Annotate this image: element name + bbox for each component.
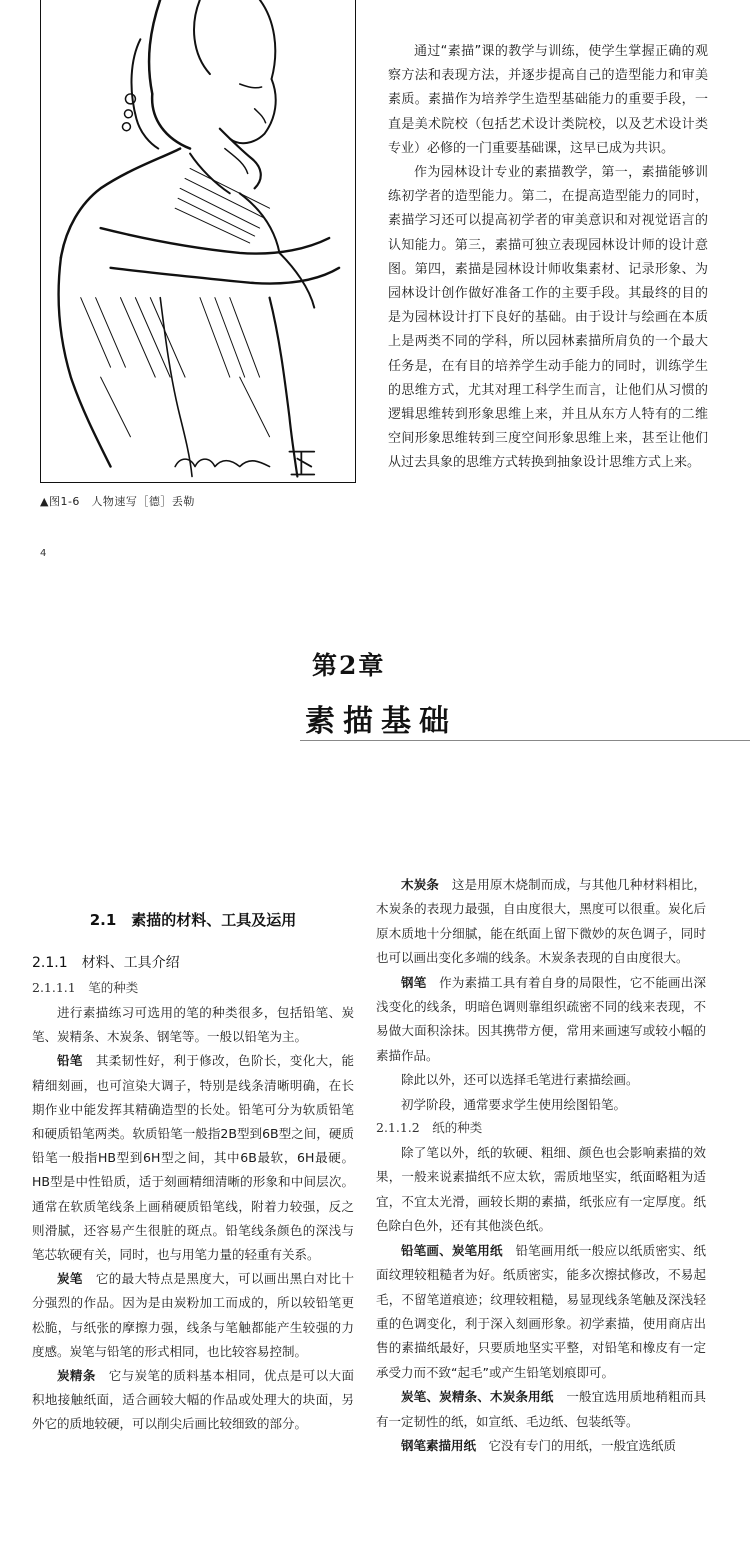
brush-paragraph: 除此以外，还可以选择毛笔进行素描绘画。	[401, 1072, 639, 1088]
subsection-heading: 2.1.1 材料、工具介绍	[32, 955, 180, 971]
figure-caption: ▲图1-6 人物速写［德］丢勒	[40, 495, 195, 508]
pen-paragraph	[376, 971, 706, 1069]
pencil-paper-paragraph	[376, 1239, 706, 1385]
pencil-text: 其柔韧性好，利于修改，色阶长，变化大，能精细刻画，也可渲染大调子，特别是线条清晰明确，在长期作业中能发挥其精确造型的长处。铅笔可分为软质铅笔和硬质铅笔两类。软质铅笔一般指2B型到6B型之间，硬质铅笔一般指HB型到6H型之间，其中6B最软，6H最硬。HB型是中性铅质，适于刻画精细清晰的形象和中间层次。通常在软质笔线条上画稍硬质铅笔线，附着力较强，反之则滑腻，还容易产生很脏的斑点。铅笔线条颜色的深浅与笔芯软硬有关，同时，也与用笔力量的轻重有关系。	[32, 1053, 354, 1263]
conte-text: 它与炭笔的质料基本相同，优点是可以大面积地接触纸面，适合画较大幅的作品或处理大的块面，另外它的质地较硬，可以削尖后画比较细致的部分。	[32, 1368, 354, 1432]
pen-paper-term: 钢笔素描用纸	[401, 1437, 477, 1453]
portrait-sketch-illustration	[41, 0, 355, 482]
willow-paragraph	[376, 873, 706, 971]
figure-portrait-sketch	[40, 0, 356, 483]
section-heading: 2.1 素描的材料、工具及运用	[89, 911, 297, 929]
charcoal-term: 炭笔	[57, 1271, 83, 1287]
intro-paragraph: 通过“素描”课的教学与训练，使学生掌握正确的观察方法和表现方法，并逐步提高自己的造型能力和审美素质。素描作为培养学生造型基础能力的重要手段，一直是美术院校（包括艺术设计类院校，以及艺术设计类专业）必修的一门重要基础课，这早已成为共识。	[388, 44, 708, 156]
pen-term: 钢笔	[401, 974, 427, 990]
conte-paragraph	[32, 1364, 354, 1437]
pen-text: 作为素描工具有着自身的局限性，它不能画出深浅变化的线条，明暗色调则靠组织疏密不同的线来表现，不易做大面积涂抹。因其携带方便，常用来画速写或较小幅的素描作品。	[376, 974, 706, 1063]
chapter-header	[0, 640, 750, 760]
pencil-paper-text: 铅笔画用纸一般应以纸质密实、纸面纹理较粗糙者为好。纸质密实，能多次擦拭修改，不易起毛，不留笔道痕迹；纹理较粗糙，易显现线条笔触及深浅轻重的色调变化，利于深入刻画形象。初学素描，使用商店出售的素描纸最好，只要质地坚实平整，对铅笔和橡皮有一定承受力而不致“起毛”或产生铅笔划痕即可。	[376, 1242, 706, 1380]
paper-types-heading: 2.1.1.2 纸的种类	[376, 1120, 483, 1136]
chapter-title: 素描基础	[305, 704, 457, 739]
charcoal-paper-paragraph	[376, 1385, 706, 1434]
pencil-term: 铅笔	[57, 1053, 83, 1069]
chapter-divider	[300, 740, 750, 741]
willow-text: 这是用原木烧制而成，与其他几种材料相比，木炭条的表现力最强，自由度很大，黑度可以很重。炭化后原木质地十分细腻，能在纸面上留下微妙的灰色调子，同时也可以画出变化多端的线条。木炭条表现的自由度很大。	[376, 877, 706, 966]
top-page	[0, 0, 750, 575]
paper-intro-paragraph: 除了笔以外，纸的软硬、粗细、颜色也会影响素描的效果，一般来说素描纸不应太软，需质地坚实，纸面略粗为适宜，不宜太光滑，画较长期的素描，纸张应有一定厚度。纸色除白色外，还有其他淡色纸。	[376, 1145, 706, 1234]
top-text-block	[388, 40, 708, 476]
willow-term: 木炭条	[401, 877, 440, 892]
charcoal-paragraph	[32, 1267, 354, 1364]
right-column	[376, 873, 706, 1458]
pencil-paper-term: 铅笔画、炭笔用纸	[401, 1242, 503, 1258]
pen-intro-paragraph: 进行素描练习可选用的笔的种类很多，包括铅笔、炭笔、炭精条、木炭条、钢笔等。一般以铅笔为主。	[32, 1005, 354, 1045]
pen-types-heading: 2.1.1.1 笔的种类	[32, 980, 139, 995]
charcoal-paper-term: 炭笔、炭精条、木炭条用纸	[401, 1389, 554, 1405]
chapter-number: 第2章	[312, 651, 386, 680]
page-number: 4	[40, 548, 47, 559]
left-column	[32, 905, 354, 1437]
pencil-paragraph	[32, 1049, 354, 1267]
pen-paper-text: 它没有专门的用纸，一般宜选纸质	[488, 1437, 677, 1453]
charcoal-paper-text: 一般宜选用质地稍粗而具有一定韧性的纸，如宣纸、毛边纸、包装纸等。	[376, 1389, 706, 1429]
purpose-paragraph: 作为园林设计专业的素描教学，第一，素描能够训练初学者的造型能力。第二，在提高造型能力的同时，素描学习还可以提高初学者的审美意识和对视觉语言的认知能力。第三，素描可独立表现园林设计师的设计意图。第四，素描是园林设计师收集素材、记录形象、为园林设计创作做好准备工作的主要手段。其最终的目的是为园林设计打下良好的基础。由于设计与绘画在本质上是两类不同的学科，所以园林素描所肩负的一个最大任务是，在有目的培养学生动手能力的同时，训练学生的思维方式，尤其对理工科学生而言，让他们从习惯的逻辑思维转到形象思维上来，并且从东方人特有的二维空间形象思维转到三度空间形象思维上来，甚至让他们从过去具象的思维方式转换到抽象设计思维方式上来。	[388, 165, 708, 471]
pen-paper-paragraph	[376, 1434, 706, 1458]
charcoal-text: 它的最大特点是黑度大，可以画出黑白对比十分强烈的作品。因为是由炭粉加工而成的，所以较铅笔更松脆，与纸张的摩擦力强，线条与笔触都能产生较强的力度感。炭笔与铅笔的形式相同，也比较容易控制。	[32, 1271, 354, 1359]
conte-term: 炭精条	[57, 1368, 96, 1384]
beginner-paragraph: 初学阶段，通常要求学生使用绘图铅笔。	[401, 1096, 627, 1112]
